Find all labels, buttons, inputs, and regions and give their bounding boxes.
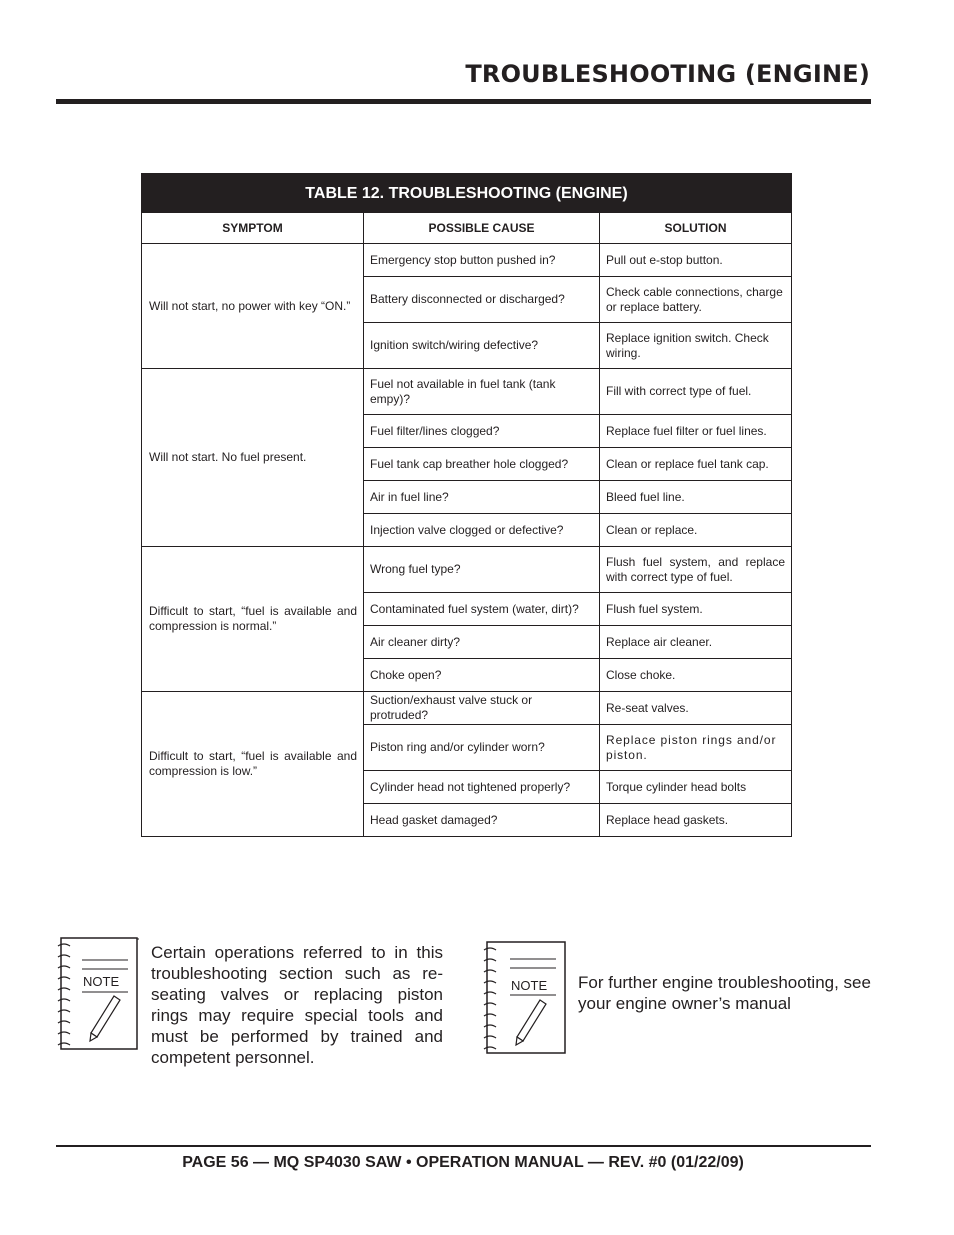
- solution-cell: Replace fuel filter or fuel lines.: [600, 415, 792, 448]
- troubleshooting-table: [141, 173, 792, 837]
- cause-cell: Contaminated fuel system (water, dirt)?: [364, 593, 600, 626]
- solution-cell: Pull out e-stop button.: [600, 244, 792, 277]
- cause-cell: Fuel tank cap breather hole clogged?: [364, 448, 600, 481]
- solution-cell: Torque cylinder head bolts: [600, 771, 792, 804]
- cause-cell: Emergency stop button pushed in?: [364, 244, 600, 277]
- cause-cell: Air in fuel line?: [364, 481, 600, 514]
- cause-cell: Head gasket damaged?: [364, 804, 600, 837]
- footer-divider: [56, 1145, 871, 1147]
- cause-cell: Air cleaner dirty?: [364, 626, 600, 659]
- symptom-cell: Will not start. No fuel present.: [142, 369, 364, 547]
- svg-text:NOTE: NOTE: [83, 974, 120, 989]
- solution-cell: Replace ignition switch. Check wiring.: [600, 323, 792, 369]
- title-divider: [56, 99, 871, 104]
- cause-cell: Suction/exhaust valve stuck or protruded?: [364, 692, 600, 725]
- solution-cell: Bleed fuel line.: [600, 481, 792, 514]
- cause-cell: Cylinder head not tightened properly?: [364, 771, 600, 804]
- table-row: [142, 547, 792, 593]
- solution-cell: Flush fuel system, and replace with correct type of fuel.: [600, 547, 792, 593]
- symptom-cell: Difficult to start, “fuel is available and compression is low.”: [142, 692, 364, 837]
- table-caption: TABLE 12. TROUBLESHOOTING (ENGINE): [142, 174, 792, 213]
- column-header-symptom: SYMPTOM: [142, 213, 364, 244]
- symptom-cell: Difficult to start, “fuel is available and compression is normal.”: [142, 547, 364, 692]
- svg-text:NOTE: NOTE: [511, 978, 548, 993]
- cause-cell: Injection valve clogged or defective?: [364, 514, 600, 547]
- solution-cell: Clean or replace.: [600, 514, 792, 547]
- table-row: [142, 692, 792, 725]
- solution-cell: Flush fuel system.: [600, 593, 792, 626]
- solution-cell: Replace air cleaner.: [600, 626, 792, 659]
- note-pad-icon: [482, 940, 568, 1056]
- solution-cell: Clean or replace fuel tank cap.: [600, 448, 792, 481]
- solution-cell: Check cable connections, charge or replace battery.: [600, 277, 792, 323]
- note-text: Certain operations referred to in this troubleshooting section such as re-seating valves or replacing piston rings may require special tools and must be performed by trained and competent personnel.: [151, 943, 443, 1067]
- solution-cell: Fill with correct type of fuel.: [600, 369, 792, 415]
- cause-cell: Wrong fuel type?: [364, 547, 600, 593]
- column-header-solution: SOLUTION: [600, 213, 792, 244]
- symptom-cell: Will not start, no power with key “ON.”: [142, 244, 364, 369]
- cause-cell: Fuel not available in fuel tank (tank empy)?: [364, 369, 600, 415]
- note-text: For further engine troubleshooting, see your engine owner’s manual: [578, 973, 871, 1013]
- solution-cell: Re-seat valves.: [600, 692, 792, 725]
- page-footer: PAGE 56 — MQ SP4030 SAW • OPERATION MANUAL — REV. #0 (01/22/09): [182, 1154, 744, 1171]
- cause-cell: Piston ring and/or cylinder worn?: [364, 725, 600, 771]
- column-header-possible-cause: POSSIBLE CAUSE: [364, 213, 600, 244]
- solution-cell: Replace piston rings and/or piston.: [600, 725, 792, 771]
- solution-cell: Replace head gaskets.: [600, 804, 792, 837]
- page-title: TROUBLESHOOTING (ENGINE): [465, 60, 870, 88]
- note-pad-icon: [56, 936, 140, 1052]
- table-row: [142, 244, 792, 277]
- cause-cell: Fuel filter/lines clogged?: [364, 415, 600, 448]
- cause-cell: Battery disconnected or discharged?: [364, 277, 600, 323]
- solution-cell: Close choke.: [600, 659, 792, 692]
- cause-cell: Choke open?: [364, 659, 600, 692]
- cause-cell: Ignition switch/wiring defective?: [364, 323, 600, 369]
- table-row: [142, 369, 792, 415]
